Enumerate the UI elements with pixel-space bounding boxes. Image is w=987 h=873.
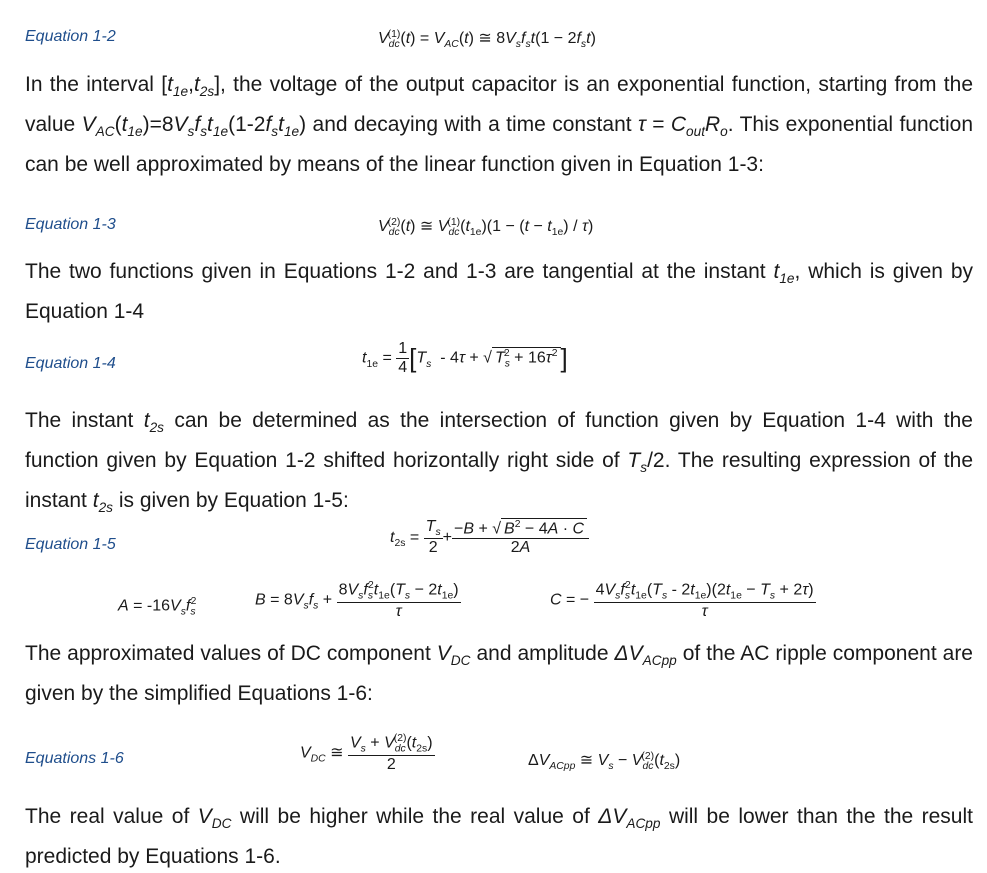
equation-1-4: $t_{1e}$ = $\frac{1}{4}$ [$T_s - 4\tau$ + √ $T_s^2 + 16\tau^2$ ] [362, 340, 568, 376]
equation-1-2: $V_{dc}^{(1)}(t) = V_{AC}(t)$ ≅ $8V_sf_st(1 - 2f_st)$ [378, 28, 596, 51]
paragraph-real-value: The real value of $V_{DC}$ will be higher while the real value of $\Delta V_{ACpp}$ will be lower than the the result predicted by Equations 1-6. [25, 805, 973, 869]
equation-1-5-label: Equation 1-5 [25, 536, 116, 553]
paragraph-instant-t2s: The instant $t_{2s}$ can be determined as the intersection of function given by Equation 1-4 with the function given by Equation 1-2 shifted horizontally right side of $T_s/2$. The resulting expression of the instant $t_{2s}$ is given by Equation 1-5: [25, 409, 973, 516]
equation-1-5: $t_{2s}$ = $\frac{T_s}{2}$ + $\frac{-B + √ B^2 - 4A \cdot C}{2A}$ [390, 518, 589, 557]
paragraph-dc-ac: The approximated values of DC component $V_{DC}$ and amplitude $\Delta V_{ACpp}$ of the AC ripple component are given by the simplified Equations 1-6: [25, 642, 973, 706]
equation-1-4-label: Equation 1-4 [25, 355, 116, 372]
equation-1-2-label: Equation 1-2 [25, 28, 116, 45]
coefficient-a: $A = -16V_sf_s^2$ [118, 596, 197, 618]
equation-1-3: $V_{dc}^{(2)}(t)$ ≅ $V_{dc}^{(1)}(t_{1e})(1 - (t - t_{1e}) / \tau)$ [378, 216, 594, 239]
equation-vdc: $V_{DC}$ ≅ $\frac{V_s + V_{dc}^{(2)}(t_{2s})}{2}$ [300, 733, 433, 773]
equation-delta-vacpp: $\Delta V_{ACpp}$ ≅ $V_s - V_{dc}^{(2)}(t_{2s})$ [528, 750, 681, 773]
coefficient-b: $B = 8V_sf_s$ + $\frac{8V_sf_s^2t_{1e}(T_s - 2t_{1e})}{\tau}$ [255, 580, 459, 620]
equations-1-6-label: Equations 1-6 [25, 750, 124, 767]
paragraph-interval: In the interval $[t_{1e},t_{2s}]$, the voltage of the output capacitor is an exponential function, starting from the value $V_{AC}(t_{1e})=8V_sf_st_{1e}(1-2f_st_{1e})$ and decaying with a time constant $\tau = C_{out}R_o$. This exponential function can be well approximated by means of the linear function given in Equation 1-3: [25, 73, 973, 177]
coefficient-c: C = − $\frac{4V_sf_s^2t_{1e}(T_s - 2t_{1e})(2t_{1e} - T_s + 2\tau)}{\tau}$ [550, 580, 814, 620]
equation-1-3-label: Equation 1-3 [25, 216, 116, 233]
paragraph-tangential: The two functions given in Equations 1-2 and 1-3 are tangential at the instant $t_{1e}$, which is given by Equation 1-4 [25, 260, 973, 324]
